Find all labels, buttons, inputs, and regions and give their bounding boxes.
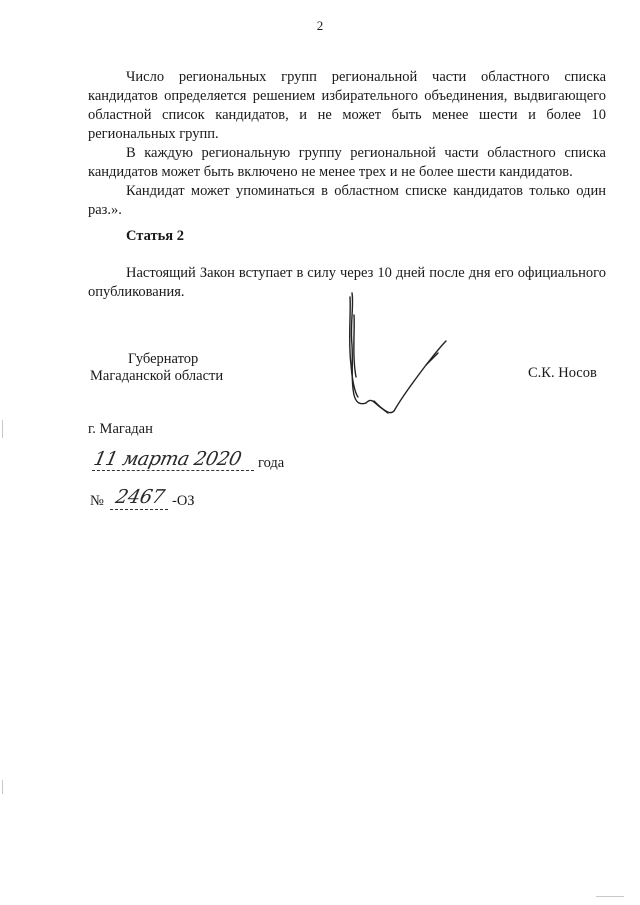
date-line [88,448,318,478]
scan-mark-bottom [596,896,624,897]
law-number-underline [110,509,168,510]
article-text: Настоящий Закон вступает в силу через 10 дней после дня его официального опубликования. [88,265,606,300]
date-handwritten: 11 марта 2020 [91,448,244,470]
handwritten-signature [330,285,470,425]
paragraph-regional-groups-count: Число региональных групп региональной части областного списка кандидатов определяется решением избирательного объединения, выдвигающего областной список кандидатов, и не может быть менее шести и более 10 региональных групп. [88,69,606,142]
page-number: 2 [316,18,324,33]
date-suffix: года [258,455,285,471]
signer-title-line2: Магаданской области [90,368,224,384]
law-number-line [88,485,248,515]
law-number-prefix: № [90,493,104,509]
signer-name: С.К. Носов [528,365,597,381]
law-number-handwritten: 2467 [113,486,167,508]
place-of-signing: г. Магадан [88,421,153,437]
paragraph-candidates-per-group: В каждую региональную группу региональной части областного списка кандидатов может быть включено не менее трех и не более шести кандидатов. [88,145,606,180]
article-heading: Статья 2 [126,228,184,244]
law-number-suffix: -ОЗ [172,493,195,509]
date-underline [92,470,254,471]
scan-mark-left-lower [2,780,3,794]
closing-paragraphs [88,68,606,220]
signer-title-line1: Губернатор [128,351,199,367]
paragraph-single-mention: Кандидат может упоминаться в областном списке кандидатов только один раз.». [88,183,606,218]
scan-mark-left [2,420,3,438]
